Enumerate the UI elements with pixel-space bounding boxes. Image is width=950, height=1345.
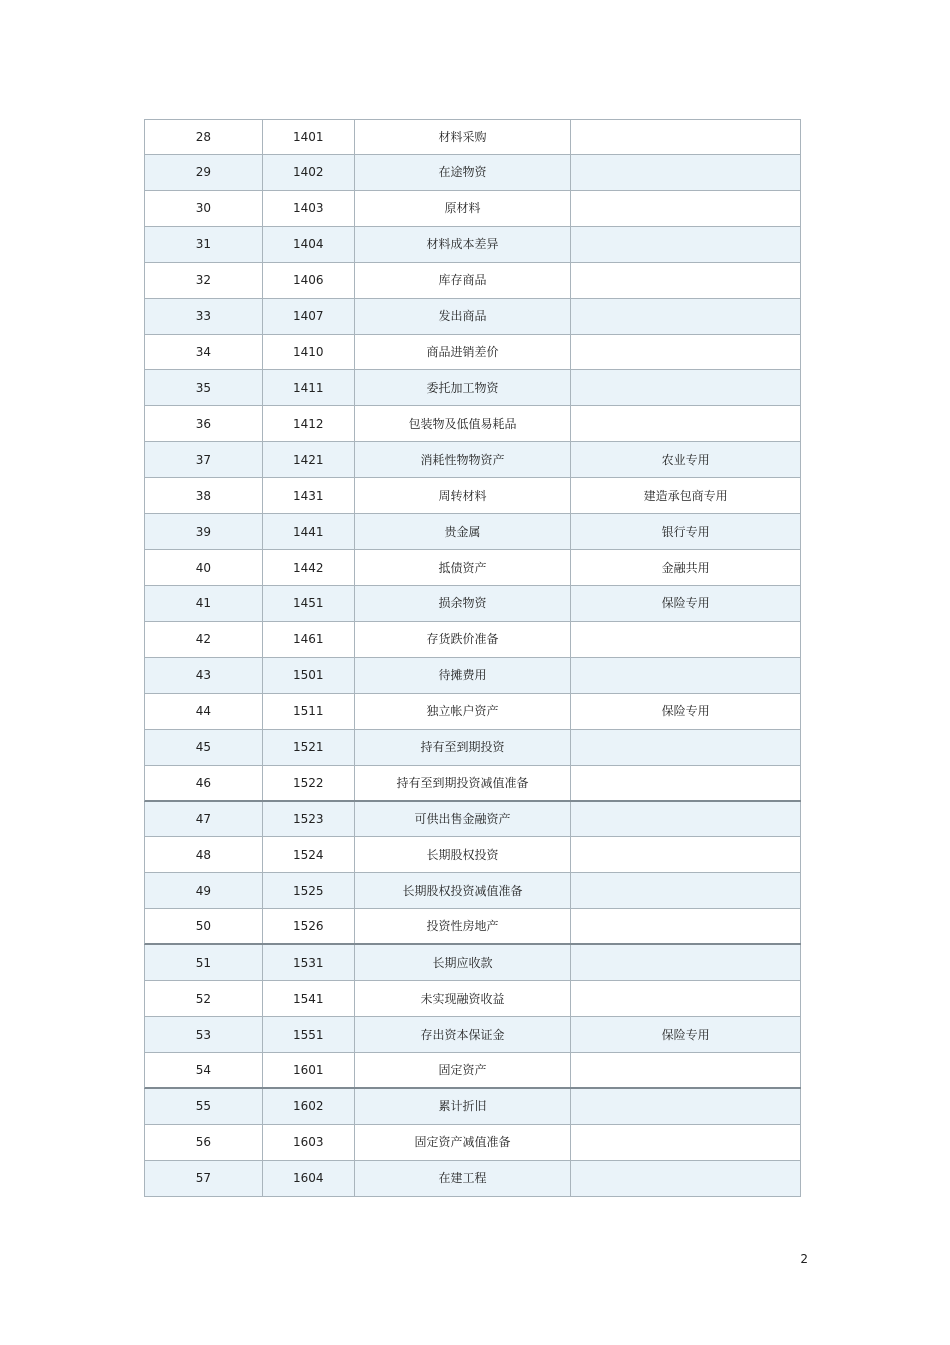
row-seq-cell: 36 [145, 406, 263, 441]
note-cell [571, 622, 801, 657]
account-code-cell: 1531 [263, 945, 355, 980]
row-seq-cell: 42 [145, 622, 263, 657]
table-row [144, 1017, 801, 1053]
account-code-cell: 1451 [263, 586, 355, 621]
table-row [144, 119, 801, 155]
note-cell [571, 802, 801, 837]
account-name-cell: 长期股权投资 [355, 837, 572, 872]
note-cell [571, 981, 801, 1016]
table-row [144, 945, 801, 981]
note-cell [571, 299, 801, 334]
row-seq-cell: 29 [145, 155, 263, 190]
account-name-cell: 原材料 [355, 191, 572, 226]
table-row [144, 622, 801, 658]
account-name-cell: 发出商品 [355, 299, 572, 334]
account-code-cell: 1421 [263, 442, 355, 477]
note-cell [571, 909, 801, 943]
account-code-cell: 1442 [263, 550, 355, 585]
account-name-cell: 投资性房地产 [355, 909, 572, 943]
account-code-cell: 1431 [263, 478, 355, 513]
account-code-cell: 1601 [263, 1053, 355, 1087]
account-name-cell: 待摊费用 [355, 658, 572, 693]
table-row [144, 263, 801, 299]
note-cell [571, 1161, 801, 1196]
note-cell: 建造承包商专用 [571, 478, 801, 513]
account-name-cell: 包装物及低值易耗品 [355, 406, 572, 441]
row-seq-cell: 45 [145, 730, 263, 765]
account-code-cell: 1524 [263, 837, 355, 872]
account-code-cell: 1404 [263, 227, 355, 262]
row-seq-cell: 50 [145, 909, 263, 943]
table-row [144, 981, 801, 1017]
note-cell [571, 873, 801, 908]
row-seq-cell: 55 [145, 1089, 263, 1124]
account-code-cell: 1402 [263, 155, 355, 190]
note-cell [571, 370, 801, 405]
table-row [144, 406, 801, 442]
account-name-cell: 累计折旧 [355, 1089, 572, 1124]
table-row [144, 227, 801, 263]
table-row [144, 837, 801, 873]
account-name-cell: 损余物资 [355, 586, 572, 621]
note-cell [571, 191, 801, 226]
account-code-cell: 1541 [263, 981, 355, 1016]
account-name-cell: 独立帐户资产 [355, 694, 572, 729]
row-seq-cell: 54 [145, 1053, 263, 1087]
account-name-cell: 持有至到期投资减值准备 [355, 766, 572, 800]
note-cell [571, 1053, 801, 1087]
account-name-cell: 长期股权投资减值准备 [355, 873, 572, 908]
account-code-cell: 1406 [263, 263, 355, 298]
row-seq-cell: 49 [145, 873, 263, 908]
account-code-cell: 1551 [263, 1017, 355, 1052]
table-row [144, 299, 801, 335]
row-seq-cell: 31 [145, 227, 263, 262]
account-name-cell: 固定资产减值准备 [355, 1125, 572, 1160]
account-name-cell: 材料成本差异 [355, 227, 572, 262]
table-row [144, 191, 801, 227]
note-cell: 保险专用 [571, 1017, 801, 1052]
account-code-cell: 1411 [263, 370, 355, 405]
account-name-cell: 在建工程 [355, 1161, 572, 1196]
row-seq-cell: 52 [145, 981, 263, 1016]
row-seq-cell: 51 [145, 945, 263, 980]
account-name-cell: 可供出售金融资产 [355, 802, 572, 837]
row-seq-cell: 47 [145, 802, 263, 837]
account-name-cell: 长期应收款 [355, 945, 572, 980]
account-name-cell: 委托加工物资 [355, 370, 572, 405]
note-cell [571, 263, 801, 298]
row-seq-cell: 57 [145, 1161, 263, 1196]
note-cell [571, 406, 801, 441]
table-row [144, 730, 801, 766]
note-cell [571, 730, 801, 765]
note-cell: 金融共用 [571, 550, 801, 585]
accounts-table [144, 119, 801, 1197]
note-cell: 银行专用 [571, 514, 801, 549]
note-cell [571, 1089, 801, 1124]
account-code-cell: 1441 [263, 514, 355, 549]
row-seq-cell: 39 [145, 514, 263, 549]
note-cell [571, 766, 801, 800]
row-seq-cell: 44 [145, 694, 263, 729]
row-seq-cell: 32 [145, 263, 263, 298]
account-name-cell: 商品进销差价 [355, 335, 572, 370]
note-cell [571, 945, 801, 980]
note-cell [571, 1125, 801, 1160]
table-row [144, 550, 801, 586]
row-seq-cell: 28 [145, 120, 263, 154]
note-cell: 保险专用 [571, 694, 801, 729]
account-name-cell: 抵债资产 [355, 550, 572, 585]
account-code-cell: 1521 [263, 730, 355, 765]
account-code-cell: 1403 [263, 191, 355, 226]
account-code-cell: 1525 [263, 873, 355, 908]
account-code-cell: 1410 [263, 335, 355, 370]
account-name-cell: 在途物资 [355, 155, 572, 190]
account-name-cell: 消耗性物物资产 [355, 442, 572, 477]
note-cell: 农业专用 [571, 442, 801, 477]
row-seq-cell: 46 [145, 766, 263, 800]
table-row [144, 909, 801, 945]
table-row [144, 1161, 801, 1197]
table-row [144, 370, 801, 406]
note-cell [571, 155, 801, 190]
note-cell [571, 658, 801, 693]
table-row [144, 1125, 801, 1161]
note-cell: 保险专用 [571, 586, 801, 621]
table-row [144, 335, 801, 371]
account-name-cell: 存出资本保证金 [355, 1017, 572, 1052]
account-code-cell: 1511 [263, 694, 355, 729]
account-name-cell: 持有至到期投资 [355, 730, 572, 765]
account-code-cell: 1602 [263, 1089, 355, 1124]
table-row [144, 802, 801, 838]
table-row [144, 694, 801, 730]
row-seq-cell: 40 [145, 550, 263, 585]
row-seq-cell: 43 [145, 658, 263, 693]
row-seq-cell: 53 [145, 1017, 263, 1052]
account-code-cell: 1412 [263, 406, 355, 441]
account-code-cell: 1407 [263, 299, 355, 334]
account-name-cell: 固定资产 [355, 1053, 572, 1087]
row-seq-cell: 41 [145, 586, 263, 621]
row-seq-cell: 38 [145, 478, 263, 513]
row-seq-cell: 48 [145, 837, 263, 872]
row-seq-cell: 34 [145, 335, 263, 370]
account-code-cell: 1523 [263, 802, 355, 837]
account-name-cell: 贵金属 [355, 514, 572, 549]
page-number: 2 [800, 1252, 808, 1266]
account-code-cell: 1522 [263, 766, 355, 800]
table-row [144, 1089, 801, 1125]
row-seq-cell: 30 [145, 191, 263, 226]
table-row [144, 766, 801, 802]
note-cell [571, 120, 801, 154]
account-name-cell: 材料采购 [355, 120, 572, 154]
table-row [144, 478, 801, 514]
row-seq-cell: 37 [145, 442, 263, 477]
table-row [144, 873, 801, 909]
table-row [144, 658, 801, 694]
row-seq-cell: 33 [145, 299, 263, 334]
account-name-cell: 库存商品 [355, 263, 572, 298]
row-seq-cell: 56 [145, 1125, 263, 1160]
note-cell [571, 837, 801, 872]
account-name-cell: 未实现融资收益 [355, 981, 572, 1016]
note-cell [571, 335, 801, 370]
table-row [144, 442, 801, 478]
account-code-cell: 1501 [263, 658, 355, 693]
account-code-cell: 1526 [263, 909, 355, 943]
table-row [144, 586, 801, 622]
account-code-cell: 1604 [263, 1161, 355, 1196]
account-name-cell: 周转材料 [355, 478, 572, 513]
account-name-cell: 存货跌价准备 [355, 622, 572, 657]
note-cell [571, 227, 801, 262]
table-row [144, 1053, 801, 1089]
account-code-cell: 1401 [263, 120, 355, 154]
account-code-cell: 1603 [263, 1125, 355, 1160]
row-seq-cell: 35 [145, 370, 263, 405]
table-row [144, 155, 801, 191]
account-code-cell: 1461 [263, 622, 355, 657]
table-row [144, 514, 801, 550]
